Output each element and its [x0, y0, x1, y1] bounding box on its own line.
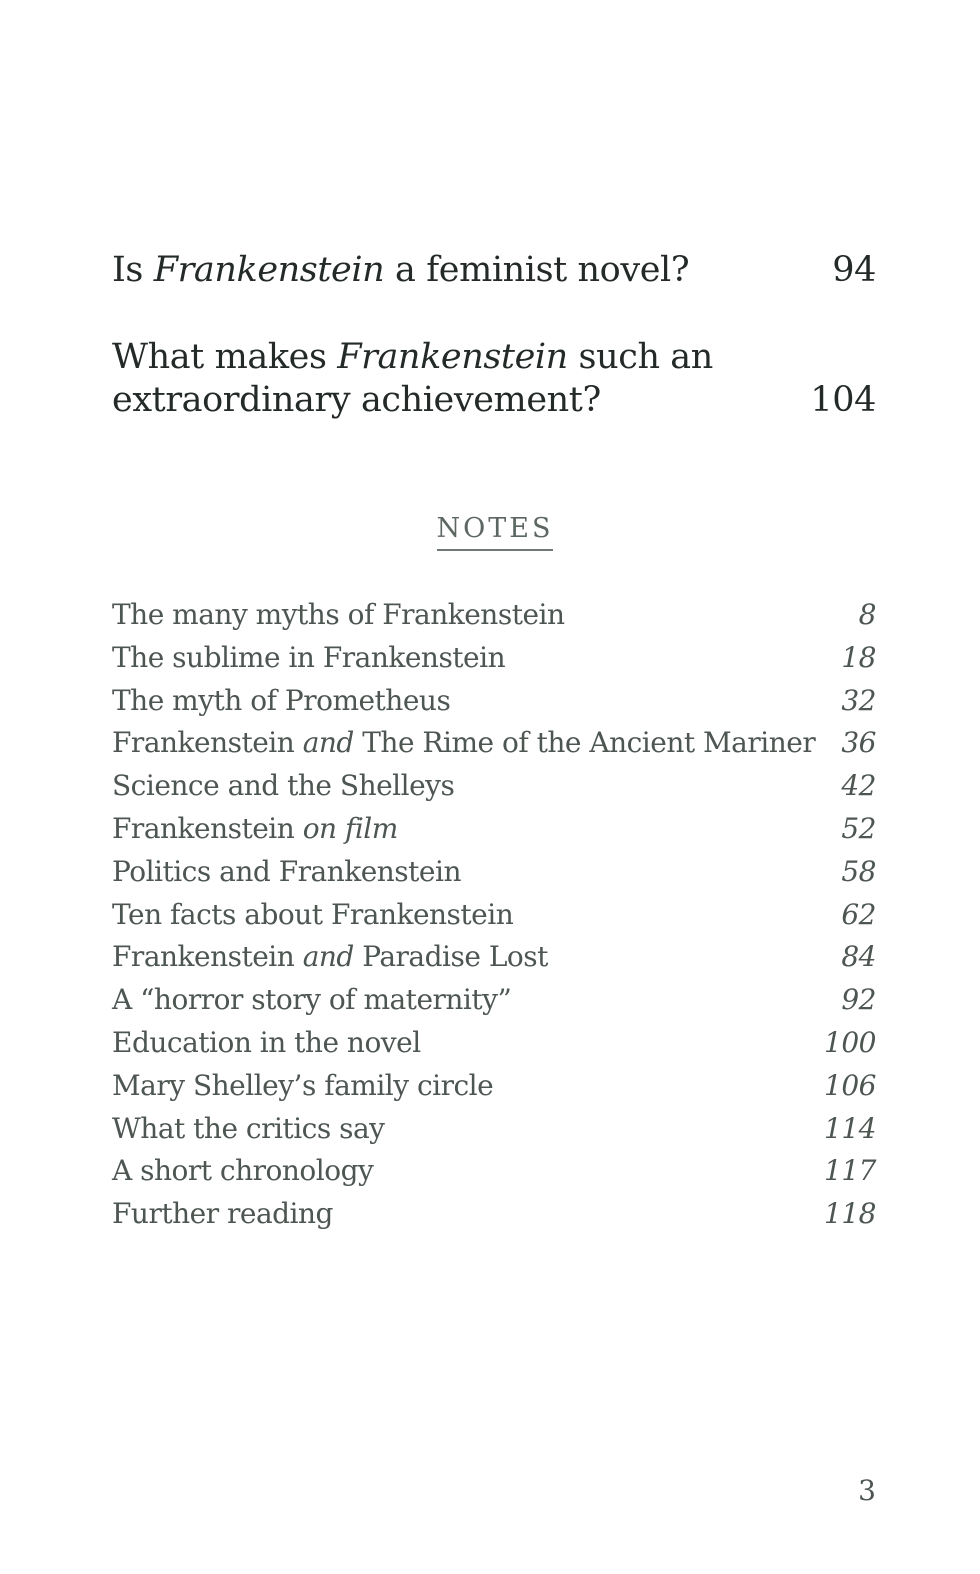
- note-item[interactable]: [112, 936, 876, 979]
- note-item[interactable]: [112, 851, 876, 894]
- note-title: Frankenstein and Paradise Lost: [112, 940, 548, 974]
- contents-entry-page: 94: [832, 250, 876, 290]
- note-page: 100: [824, 1025, 876, 1059]
- note-item[interactable]: [112, 722, 876, 765]
- note-item[interactable]: [112, 594, 876, 637]
- note-item[interactable]: [112, 765, 876, 808]
- note-title: The sublime in Frankenstein: [112, 640, 506, 674]
- note-page: 58: [841, 854, 876, 888]
- note-title: Frankenstein and The Rime of the Ancient Mariner: [112, 726, 816, 760]
- note-item[interactable]: [112, 808, 876, 851]
- note-title: Further reading: [112, 1197, 333, 1231]
- note-page: 117: [824, 1154, 876, 1188]
- note-page: 106: [824, 1068, 876, 1102]
- contents-entry-extraordinary-achievement[interactable]: [112, 336, 876, 422]
- notes-list: [112, 594, 876, 1236]
- note-item[interactable]: [112, 637, 876, 680]
- note-title: A short chronology: [112, 1154, 374, 1188]
- notes-heading-text: NOTES: [437, 513, 554, 551]
- note-item[interactable]: [112, 1065, 876, 1108]
- note-item[interactable]: [112, 1022, 876, 1065]
- note-item[interactable]: [112, 979, 876, 1022]
- note-item[interactable]: [112, 894, 876, 937]
- note-item[interactable]: [112, 1150, 876, 1193]
- note-title: Ten facts about Frankenstein: [112, 897, 514, 931]
- note-title: What the critics say: [112, 1111, 385, 1145]
- contents-entry-feminist-novel[interactable]: [112, 249, 876, 292]
- note-page: 62: [841, 897, 876, 931]
- note-item[interactable]: [112, 1193, 876, 1236]
- contents-entry-title: What makes Frankenstein such an extraordinary achievement?: [112, 337, 713, 420]
- note-title: The myth of Prometheus: [112, 683, 451, 717]
- note-title: Mary Shelley’s family circle: [112, 1068, 494, 1102]
- note-page: 118: [824, 1197, 876, 1231]
- note-title: The many myths of Frankenstein: [112, 598, 565, 631]
- note-title: Politics and Frankenstein: [112, 854, 461, 888]
- page-number: 3: [858, 1474, 876, 1507]
- contents-entry-page: 104: [810, 380, 876, 420]
- note-page: 32: [841, 683, 876, 717]
- note-page: 42: [841, 769, 876, 803]
- note-title: Education in the novel: [112, 1025, 421, 1059]
- note-page: 8: [858, 598, 876, 631]
- note-page: 92: [841, 983, 876, 1017]
- note-page: 18: [841, 640, 876, 674]
- notes-heading: [0, 513, 980, 551]
- note-title: A “horror story of maternity”: [112, 983, 512, 1017]
- note-title: Frankenstein on film: [112, 811, 398, 845]
- note-page: 52: [841, 811, 876, 845]
- note-page: 36: [841, 726, 876, 760]
- note-title: Science and the Shelleys: [112, 769, 455, 803]
- contents-entry-title: Is Frankenstein a feminist novel?: [112, 250, 690, 290]
- note-item[interactable]: [112, 680, 876, 723]
- note-page: 84: [841, 940, 876, 974]
- note-item[interactable]: [112, 1108, 876, 1151]
- note-page: 114: [824, 1111, 876, 1145]
